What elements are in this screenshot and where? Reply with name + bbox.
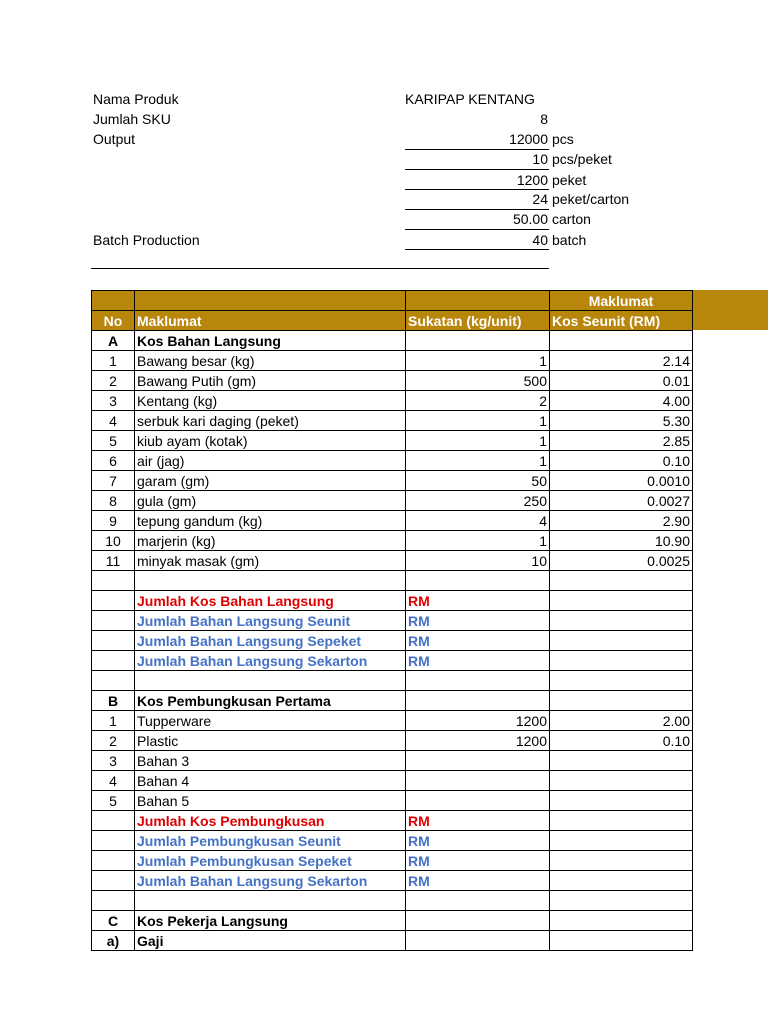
total-label: Jumlah Kos Bahan Langsung <box>135 591 406 611</box>
blank-row <box>92 571 693 591</box>
section-letter: A <box>92 331 135 351</box>
header-fill <box>692 290 768 330</box>
table-row: 5 kiub ayam (kotak) 1 2.85 <box>92 431 693 451</box>
table-row: 4 serbuk kari daging (peket) 1 5.30 <box>92 411 693 431</box>
table-row: 3 Bahan 3 <box>92 751 693 771</box>
table-row: 5 Bahan 5 <box>92 791 693 811</box>
per-unit-row: Jumlah Bahan Langsung Seunit RM <box>92 611 693 631</box>
table-row: 10 marjerin (kg) 1 10.90 <box>92 531 693 551</box>
section-a-row <box>92 331 693 351</box>
output-value-4: 24 <box>532 191 548 207</box>
table-row: 2 Plastic 1200 0.10 <box>92 731 693 751</box>
output-value-3: 1200 <box>516 172 548 188</box>
col-sukatan-header: Sukatan (kg/unit) <box>406 311 550 331</box>
per-packet-row: Jumlah Bahan Langsung Sepeket RM <box>92 631 693 651</box>
divider <box>91 268 549 269</box>
total-label: Jumlah Kos Pembungkusan <box>135 811 406 831</box>
batch-value: 40 <box>532 232 548 248</box>
output-value-1: 12000 <box>509 131 548 147</box>
table-row: 3 Kentang (kg) 2 4.00 <box>92 391 693 411</box>
section-letter: B <box>92 691 135 711</box>
table-row: 11 minyak masak (gm) 10 0.0025 <box>92 551 693 571</box>
table-row: 1 Bawang besar (kg) 1 2.14 <box>92 351 693 371</box>
table-row: 2 Bawang Putih (gm) 500 0.01 <box>92 371 693 391</box>
per-carton-row: Jumlah Bahan Langsung Sekarton RM <box>92 651 693 671</box>
table-row: 1 Tupperware 1200 2.00 <box>92 711 693 731</box>
table-row: 8 gula (gm) 250 0.0027 <box>92 491 693 511</box>
col-kos-header: Kos Seunit (RM) <box>550 311 693 331</box>
section-title: Kos Pembungkusan Pertama <box>135 691 406 711</box>
nama-produk-value: KARIPAP KENTANG <box>405 91 535 107</box>
output-unit-5: carton <box>552 211 591 227</box>
header-blank <box>92 291 135 311</box>
output-unit-2: pcs/peket <box>552 151 612 167</box>
jumlah-sku-label: Jumlah SKU <box>93 111 171 127</box>
table-row: 6 air (jag) 1 0.10 <box>92 451 693 471</box>
blank-row <box>92 671 693 691</box>
section-c-row <box>92 911 693 931</box>
total-row: Jumlah Kos Pembungkusan RM <box>92 811 693 831</box>
per-packet-row: Jumlah Pembungkusan Sepeket RM <box>92 851 693 871</box>
output-unit-3: peket <box>552 172 587 188</box>
table-row: 9 tepung gandum (kg) 4 2.90 <box>92 511 693 531</box>
section-b-row <box>92 691 693 711</box>
cost-table <box>91 290 693 951</box>
table-row: 7 garam (gm) 50 0.0010 <box>92 471 693 491</box>
header-maklumat-top: Maklumat <box>550 291 693 311</box>
subsection-row <box>92 931 693 951</box>
section-title: Kos Pekerja Langsung <box>135 911 406 931</box>
section-letter: C <box>92 911 135 931</box>
per-carton-row: Jumlah Bahan Langsung Sekarton RM <box>92 871 693 891</box>
jumlah-sku-value: 8 <box>540 111 548 127</box>
blank-row <box>92 891 693 911</box>
table-row: 4 Bahan 4 <box>92 771 693 791</box>
output-value-2: 10 <box>532 151 548 167</box>
col-no-header: No <box>92 311 135 331</box>
output-value-5: 50.00 <box>512 211 548 227</box>
total-row: Jumlah Kos Bahan Langsung RM <box>92 591 693 611</box>
nama-produk-label: Nama Produk <box>93 91 179 107</box>
batch-label: Batch Production <box>93 232 200 248</box>
section-title: Kos Bahan Langsung <box>135 331 406 351</box>
output-unit-4: peket/carton <box>552 191 630 207</box>
col-maklumat-header: Maklumat <box>135 311 406 331</box>
output-label: Output <box>93 131 136 147</box>
batch-unit: batch <box>552 232 587 248</box>
subsection-title: Gaji <box>135 931 406 951</box>
subsection-letter: a) <box>92 931 135 951</box>
per-unit-row: Jumlah Pembungkusan Seunit RM <box>92 831 693 851</box>
output-unit-1: pcs <box>552 131 574 147</box>
